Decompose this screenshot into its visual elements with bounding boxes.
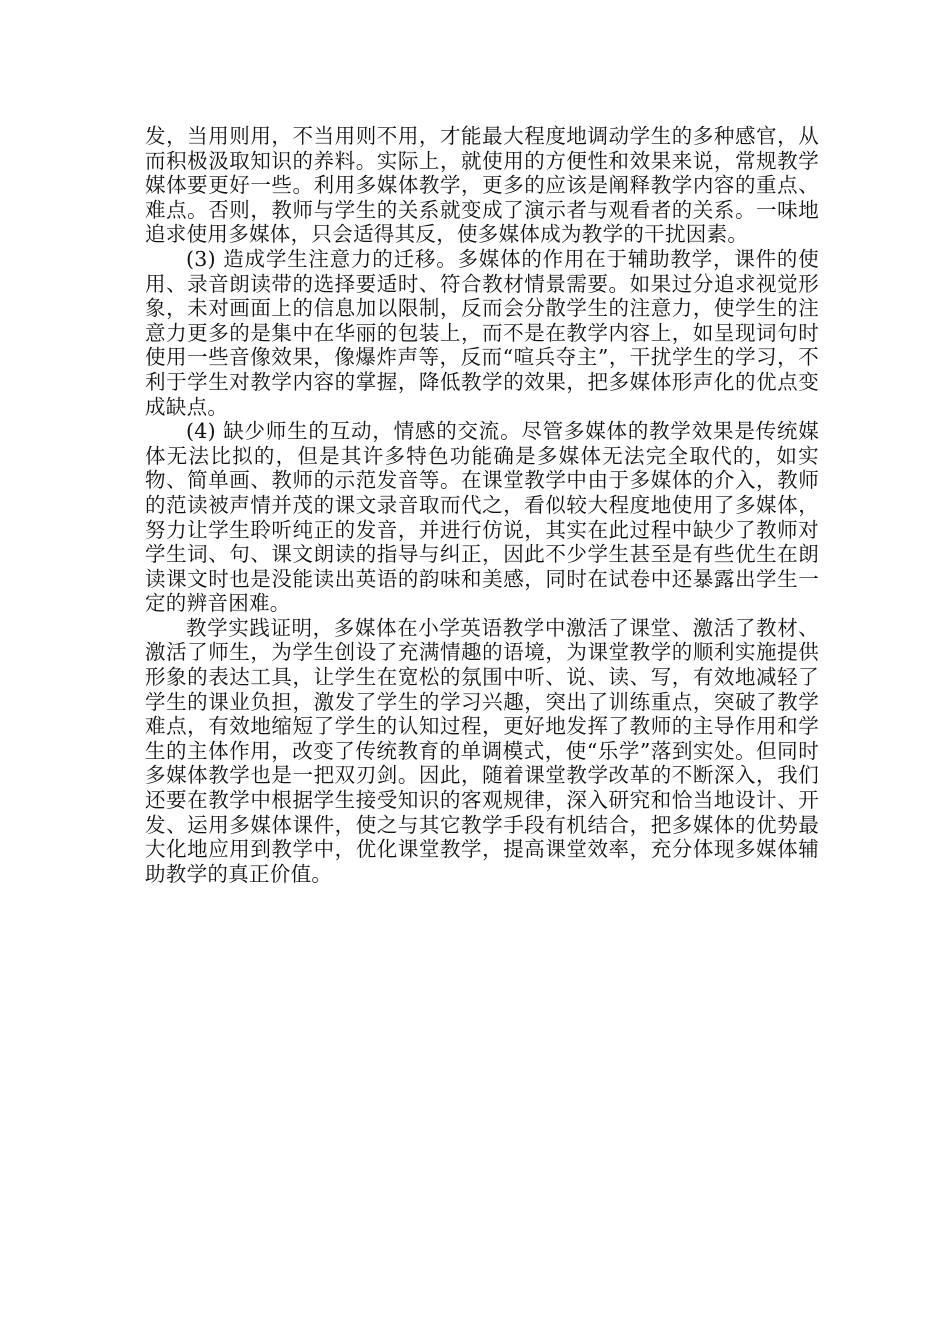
document-body bbox=[145, 124, 819, 886]
paragraph-attention-shift: (3) 造成学生注意力的迁移。多媒体的作用在于辅助教学，课件的使用、录音朗读带的选择要适时、符合教材情景需要。如果过分追求视觉形象，未对画面上的信息加以限制，反而会分散学生的注意力，使学生的注意力更多的是集中在华丽的包装上，而不是在教学内容上，如呈现词句时使用一些音像效果，像爆炸声等，反而“喧兵夺主”，干扰学生的学习，不利于学生对教学内容的掌握，降低教学的效果，把多媒体形声化的优点变成缺点。 bbox=[145, 246, 819, 419]
paragraph-continuation: 发，当用则用，不当用则不用，才能最大程度地调动学生的多种感官，从而积极汲取知识的养料。实际上，就使用的方便性和效果来说，常规教学媒体要更好一些。利用多媒体教学，更多的应该是阐释教学内容的重点、难点。否则，教师与学生的关系就变成了演示者与观看者的关系。一味地追求使用多媒体，只会适得其反，使多媒体成为教学的干扰因素。 bbox=[145, 124, 819, 247]
paragraph-lack-of-interaction: (4) 缺少师生的互动，情感的交流。尽管多媒体的教学效果是传统媒体无法比拟的，但是其许多特色功能确是多媒体无法完全取代的，如实物、简单画、教师的示范发音等。在课堂教学中由于多媒体的介入，教师的范读被声情并茂的课文录音取而代之，看似较大程度地使用了多媒体，努力让学生聆听纯正的发音，并进行仿说，其实在此过程中缺少了教师对学生词、句、课文朗读的指导与纠正，因此不少学生甚至是有些优生在朗读课文时也是没能读出英语的韵味和美感，同时在试卷中还暴露出学生一定的辨音困难。 bbox=[145, 419, 819, 616]
paragraph-conclusion: 教学实践证明，多媒体在小学英语教学中激活了课堂、激活了教材、激活了师生，为学生创设了充满情趣的语境，为课堂教学的顺利实施提供形象的表达工具，让学生在宽松的氛围中听、说、读、写，有效地减轻了学生的课业负担，激发了学生的学习兴趣，突出了训练重点，突破了教学难点，有效地缩短了学生的认知过程，更好地发挥了教师的主导作用和学生的主体作用，改变了传统教育的单调模式，使“乐学”落到实处。但同时多媒体教学也是一把双刃剑。因此，随着课堂教学改革的不断深入，我们还要在教学中根据学生接受知识的客观规律，深入研究和恰当地设计、开发、运用多媒体课件，使之与其它教学手段有机结合，把多媒体的优势最大化地应用到教学中，优化课堂教学，提高课堂效率，充分体现多媒体辅助教学的真正价值。 bbox=[145, 615, 819, 886]
